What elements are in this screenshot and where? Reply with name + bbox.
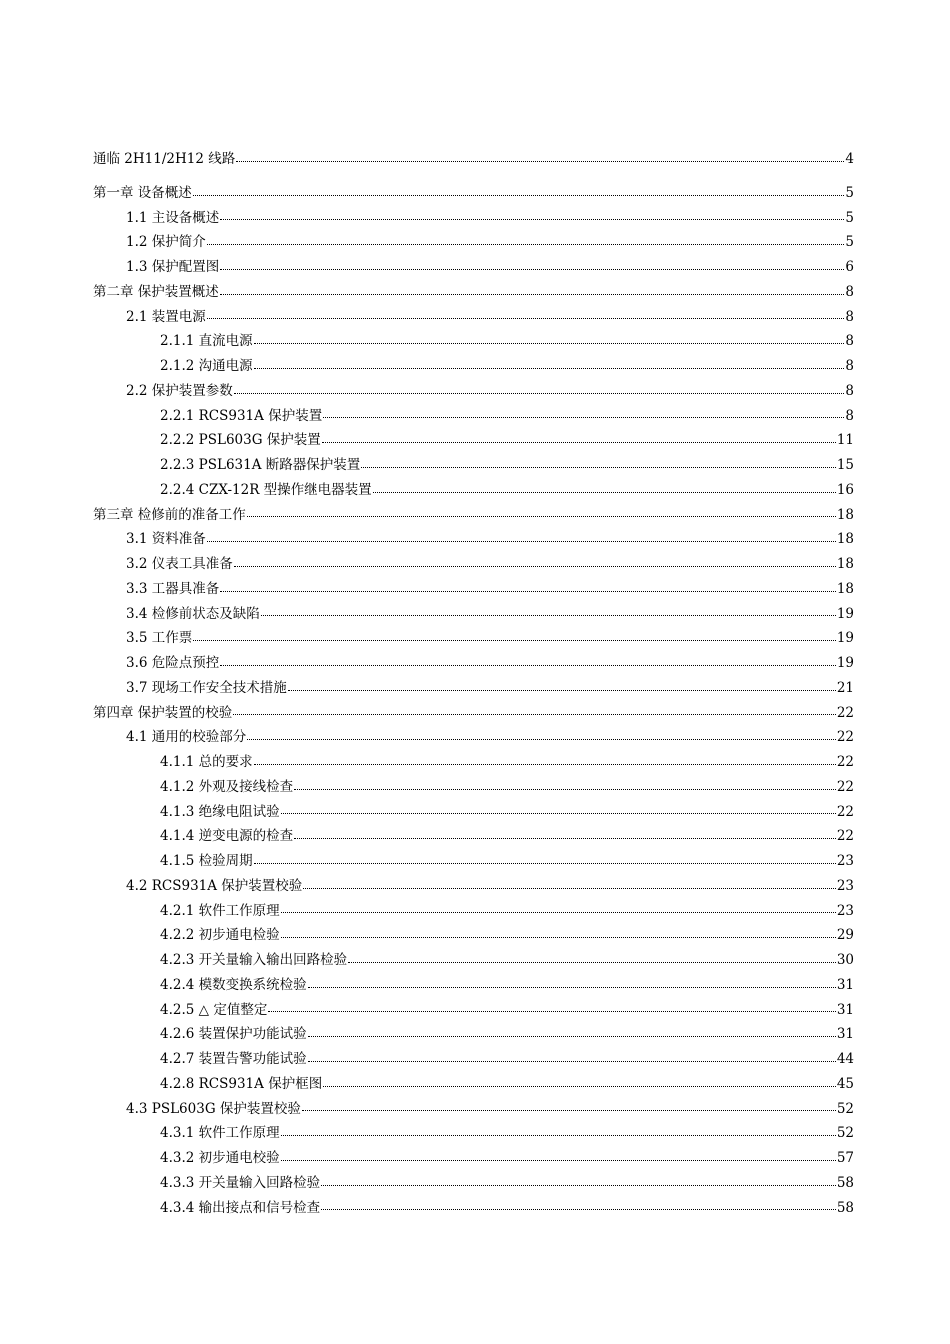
dot-leader: [261, 614, 836, 616]
toc-entry[interactable]: [93, 1022, 854, 1047]
toc-entry-page-number: 16: [836, 481, 854, 498]
dot-leader: [361, 466, 836, 468]
toc-entry-page-number: 18: [836, 580, 854, 597]
toc-entry-page-number: 45: [836, 1075, 854, 1092]
toc-entry[interactable]: [93, 1171, 854, 1196]
toc-entry-page-number: 18: [836, 556, 854, 572]
toc-entry[interactable]: [93, 1047, 854, 1072]
toc-entry-title: 2.2 保护装置参数: [126, 382, 233, 399]
toc-entry[interactable]: [93, 651, 854, 676]
toc-entry-page-number: 8: [845, 283, 854, 300]
toc-entry-title: 4.3.4 输出接点和信号检查: [160, 1199, 321, 1216]
toc-entry[interactable]: [93, 280, 854, 305]
dot-leader: [294, 788, 836, 790]
dot-leader: [322, 441, 836, 443]
toc-entry-title: 第一章 设备概述: [93, 184, 192, 201]
toc-entry-page-number: 4: [845, 151, 854, 167]
toc-entry-page-number: 31: [836, 976, 854, 993]
dot-leader: [281, 812, 836, 814]
toc-entry-title: 3.5 工作票: [126, 630, 193, 647]
toc-entry-title: 3.7 现场工作安全技术措施: [126, 679, 287, 696]
dot-leader: [236, 160, 844, 162]
dot-leader: [247, 738, 836, 740]
dot-leader: [308, 1060, 836, 1062]
toc-entry-title: 4.2.3 开关量输入输出回路检验: [160, 952, 348, 968]
toc-entry[interactable]: [93, 453, 854, 478]
toc-entry-page-number: 31: [836, 1026, 854, 1043]
toc-entry-title: 2.2.3 PSL631A 断路器保护装置: [160, 457, 361, 473]
toc-entry[interactable]: [93, 1072, 854, 1097]
toc-entry[interactable]: [93, 725, 854, 750]
dot-leader: [321, 1184, 836, 1186]
toc-entry-page-number: 23: [836, 902, 854, 919]
toc-entry-page-number: 22: [836, 729, 854, 746]
toc-entry[interactable]: [93, 899, 854, 924]
dot-leader: [234, 392, 845, 394]
toc-entry-title: 4.3.2 初步通电校验: [160, 1150, 280, 1166]
toc-entry-title: 第三章 检修前的准备工作: [93, 506, 246, 523]
dot-leader: [220, 590, 836, 592]
toc-entry-page-number: 31: [836, 1001, 854, 1018]
dot-leader: [220, 664, 836, 666]
toc-entry[interactable]: [93, 973, 854, 998]
toc-entry-page-number: 5: [845, 184, 854, 201]
toc-entry-page-number: 21: [836, 679, 854, 696]
toc-entry-title: 1.2 保护简介: [126, 234, 206, 251]
toc-entry-title: 通临 2H11/2H12 线路: [93, 151, 236, 167]
dot-leader: [281, 1159, 836, 1161]
toc-entry-title: 3.6 危险点预控: [126, 655, 220, 671]
toc-entry-title: 2.2.4 CZX-12R 型操作继电器装置: [160, 481, 372, 498]
toc-entry-title: 2.2.1 RCS931A 保护装置: [160, 407, 323, 424]
toc-entry-title: 第四章 保护装置的校验: [93, 704, 233, 721]
toc-entry-page-number: 8: [845, 382, 854, 399]
toc-entry[interactable]: [93, 329, 854, 354]
toc-entry-page-number: 5: [845, 209, 854, 226]
toc-entry-page-number: 58: [836, 1199, 854, 1216]
toc-entry[interactable]: [93, 379, 854, 404]
dot-leader: [281, 936, 836, 938]
toc-entry[interactable]: [93, 478, 854, 503]
dot-leader: [348, 961, 836, 963]
dot-leader: [247, 515, 836, 517]
toc-entry-title: 4.1.4 逆变电源的检查: [160, 828, 294, 845]
dot-leader: [254, 367, 845, 369]
dot-leader: [294, 837, 836, 839]
toc-entry[interactable]: [93, 552, 854, 577]
toc-entry[interactable]: [93, 527, 854, 552]
dot-leader: [288, 689, 836, 691]
dot-leader: [321, 1208, 836, 1210]
dot-leader: [281, 1134, 836, 1136]
toc-entry-title: 4.2.2 初步通电检验: [160, 927, 280, 944]
toc-entry-page-number: 22: [836, 828, 854, 845]
toc-entry-page-number: 52: [836, 1125, 854, 1142]
toc-entry-title: 3.4 检修前状态及缺陷: [126, 605, 260, 622]
toc-entry[interactable]: [93, 404, 854, 429]
toc-entry-title: 3.1 资料准备: [126, 531, 206, 548]
toc-entry-title: 4.1.1 总的要求: [160, 754, 253, 770]
toc-entry-title: 4.3 PSL603G 保护装置校验: [126, 1100, 301, 1117]
toc-entry[interactable]: [93, 923, 854, 948]
toc-entry-title: 4.2.1 软件工作原理: [160, 902, 280, 919]
toc-entry[interactable]: [93, 775, 854, 800]
toc-entry[interactable]: [93, 181, 854, 206]
toc-entry-title: 4.2.7 装置告警功能试验: [160, 1051, 307, 1067]
toc-entry[interactable]: [93, 824, 854, 849]
dot-leader: [323, 416, 844, 418]
dot-leader: [308, 1035, 836, 1037]
toc-entry-page-number: 23: [836, 877, 854, 894]
toc-entry-page-number: 18: [836, 506, 854, 523]
toc-entry-page-number: 6: [845, 259, 854, 275]
toc-entry[interactable]: [93, 503, 854, 528]
toc-entry-title: 第二章 保护装置概述: [93, 283, 219, 300]
dot-leader: [220, 268, 844, 270]
dot-leader: [207, 243, 845, 245]
toc-entry-title: 4.2 RCS931A 保护装置校验: [126, 877, 303, 894]
toc-entry-page-number: 58: [836, 1174, 854, 1191]
dot-leader: [233, 713, 836, 715]
toc-entry-title: 4.3.1 软件工作原理: [160, 1125, 280, 1142]
toc-entry-title: 3.2 仪表工具准备: [126, 556, 233, 572]
toc-entry[interactable]: [93, 305, 854, 330]
toc-entry-page-number: 19: [836, 630, 854, 647]
toc-entry[interactable]: [93, 1146, 854, 1171]
dot-leader: [268, 1010, 835, 1012]
toc-entry-page-number: 8: [845, 308, 854, 325]
toc-entry[interactable]: [93, 948, 854, 973]
toc-entry[interactable]: [93, 354, 854, 379]
dot-leader: [234, 565, 836, 567]
dot-leader: [254, 862, 836, 864]
toc-entry-page-number: 19: [836, 605, 854, 622]
toc-entry-page-number: 22: [836, 778, 854, 795]
toc-entry-title: 2.1 装置电源: [126, 308, 206, 325]
toc-entry-page-number: 11: [836, 432, 854, 449]
dot-leader: [193, 639, 836, 641]
toc-entry[interactable]: [93, 1121, 854, 1146]
dot-leader: [220, 293, 845, 295]
toc-entry-page-number: 29: [836, 927, 854, 944]
toc-entry-title: 1.3 保护配置图: [126, 259, 220, 275]
toc-entry-page-number: 19: [836, 655, 854, 671]
toc-entry-title: 4.1.3 绝缘电阻试验: [160, 803, 280, 820]
toc-entry-title: 1.1 主设备概述: [126, 209, 220, 226]
dot-leader: [373, 491, 836, 493]
toc-entry-page-number: 18: [836, 531, 854, 548]
table-of-contents: [93, 147, 854, 1220]
toc-entry-title: 4.3.3 开关量输入回路检验: [160, 1174, 321, 1191]
toc-entry-page-number: 57: [836, 1150, 854, 1166]
toc-entry[interactable]: [93, 849, 854, 874]
toc-entry-title: 2.1.2 沟通电源: [160, 358, 253, 374]
toc-entry-title: 4.2.4 模数变换系统检验: [160, 976, 307, 993]
toc-entry-page-number: 5: [845, 234, 854, 251]
dot-leader: [254, 342, 845, 344]
toc-entry[interactable]: [93, 998, 854, 1023]
toc-entry[interactable]: [93, 602, 854, 627]
toc-entry-page-number: 22: [836, 754, 854, 770]
toc-entry[interactable]: [93, 626, 854, 651]
toc-entry-title: 4.2.8 RCS931A 保护框图: [160, 1075, 323, 1092]
toc-entry[interactable]: [93, 874, 854, 899]
dot-leader: [254, 763, 836, 765]
toc-entry[interactable]: [93, 428, 854, 453]
toc-entry-page-number: 22: [836, 803, 854, 820]
toc-entry-title: 3.3 工器具准备: [126, 580, 220, 597]
toc-entry[interactable]: [93, 230, 854, 255]
dot-leader: [302, 1109, 836, 1111]
dot-leader: [207, 540, 836, 542]
toc-entry[interactable]: [93, 1097, 854, 1122]
toc-entry-page-number: 8: [845, 358, 854, 374]
toc-entry-page-number: 15: [836, 457, 854, 473]
toc-entry-page-number: 8: [845, 407, 854, 424]
toc-entry[interactable]: [93, 147, 854, 172]
toc-entry-page-number: 8: [845, 333, 854, 350]
toc-entry[interactable]: [93, 701, 854, 726]
toc-entry-title: 4.1.2 外观及接线检查: [160, 778, 294, 795]
dot-leader: [281, 911, 836, 913]
toc-entry-title: 4.2.5 △ 定值整定: [160, 1001, 268, 1018]
toc-entry-page-number: 22: [836, 704, 854, 721]
dot-leader: [303, 887, 836, 889]
dot-leader: [323, 1085, 836, 1087]
toc-entry[interactable]: [93, 577, 854, 602]
toc-entry[interactable]: [93, 750, 854, 775]
dot-leader: [193, 194, 845, 196]
toc-entry[interactable]: [93, 800, 854, 825]
dot-leader: [308, 986, 836, 988]
toc-entry-title: 4.1 通用的校验部分: [126, 729, 247, 746]
toc-entry-page-number: 52: [836, 1100, 854, 1117]
dot-leader: [220, 218, 844, 220]
toc-entry[interactable]: [93, 676, 854, 701]
toc-entry-page-number: 23: [836, 853, 854, 869]
toc-entry-page-number: 30: [836, 952, 854, 968]
toc-entry-title: 4.2.6 装置保护功能试验: [160, 1026, 307, 1043]
dot-leader: [207, 317, 845, 319]
toc-entry-title: 4.1.5 检验周期: [160, 853, 253, 869]
toc-entry[interactable]: [93, 255, 854, 280]
toc-entry[interactable]: [93, 206, 854, 231]
toc-entry[interactable]: [93, 1196, 854, 1221]
toc-entry-page-number: 44: [836, 1051, 854, 1067]
toc-entry-title: 2.1.1 直流电源: [160, 333, 253, 350]
toc-entry-title: 2.2.2 PSL603G 保护装置: [160, 432, 321, 449]
